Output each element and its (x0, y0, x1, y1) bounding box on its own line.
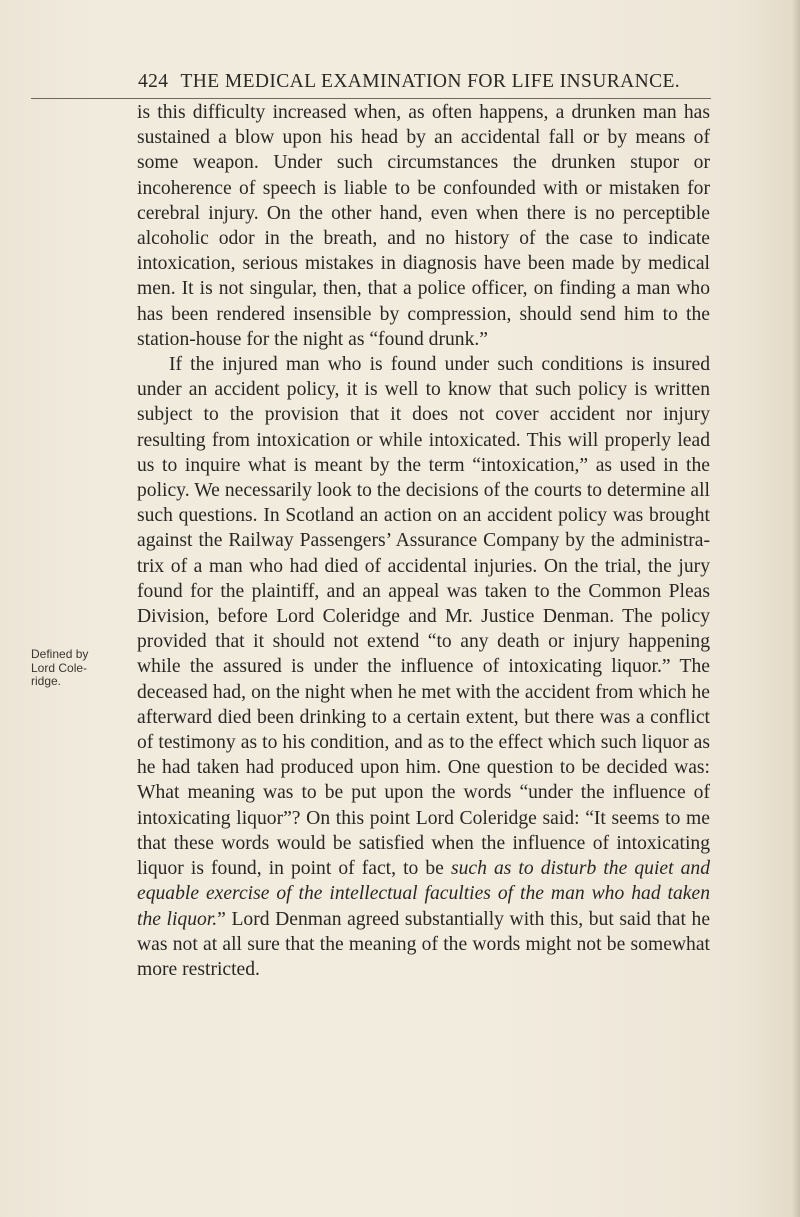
paragraph-2 (137, 352, 710, 982)
body-text (137, 100, 710, 982)
page-number: 424 (138, 71, 169, 92)
paragraph-1: is this difficulty increased when, as often happens, a drunken man has sustained a blow upon his head by an accidental fall or by means of some weapon. Under such circumstances the drunken stupor or incoherence of speech is liable to be confounded with or mistaken for cerebral injury. On the other hand, even when there is no perceptible alcoholic odor in the breath, and no history of the case to indicate intoxication, serious mistakes in diagnosis have been made by medical men. It is not singular, then, that a police officer, on finding a man who has been rendered insensible by compression, should send him to the station-house for the night as “found drunk.” (137, 102, 710, 350)
header-rule (31, 98, 711, 99)
paragraph-2-tail: ” Lord Denman agreed substantially with this, but said that he was not at all sure that the meaning of the words might not be somewhat more restricted. (137, 908, 711, 980)
page-edge-shadow (792, 0, 800, 1217)
paragraph-2-lead: If the injured man who is found under such conditions is insured under an accident policy, it is well to know that such policy is written subject to the provision that it does not cover accident nor injury resulting from intoxication or while intoxicated. This will properly lead us to inquire what is meant by the term “intoxication,” as used in the policy. We necessarily look to the decisions of the courts to determine all such questions. In Scotland an action on an accident policy was brought against the Railway Passengers’ Assurance Company by the administratrix of a man who had died of accidental injuries. On the trial, the jury found for the plaintiff, and an appeal was taken to the Common Pleas Division, before Lord Coleridge and Mr. Justice Denman. The policy provided that it should not extend “to any death or injury happening while the assured is under the influence of intoxicating liquor.” The deceased had, on the night when he met with the accident from which he afterward died been drinking to a certain extent, but there was a conflict of testimony as to his condition, and as to the effect which such liquor as he had taken had produced upon him. One question to be decided was: What meaning was to be put upon the words “under the influence of intoxicating liquor”? On this point Lord Coleridge said: “It seems to me that these words would be satisfied when the influence of intoxicating liquor is found, in point of fact, to be (137, 354, 710, 880)
running-head (138, 71, 698, 93)
margin-note: Defined by Lord Coleridge. (31, 647, 89, 688)
running-title: THE MEDICAL EXAMINATION FOR LIFE INSURANCE. (180, 71, 681, 92)
quotation-italic: such as to disturb the quiet and equable exercise of the intellectual faculties of the man who had taken the liquor. (137, 858, 710, 930)
